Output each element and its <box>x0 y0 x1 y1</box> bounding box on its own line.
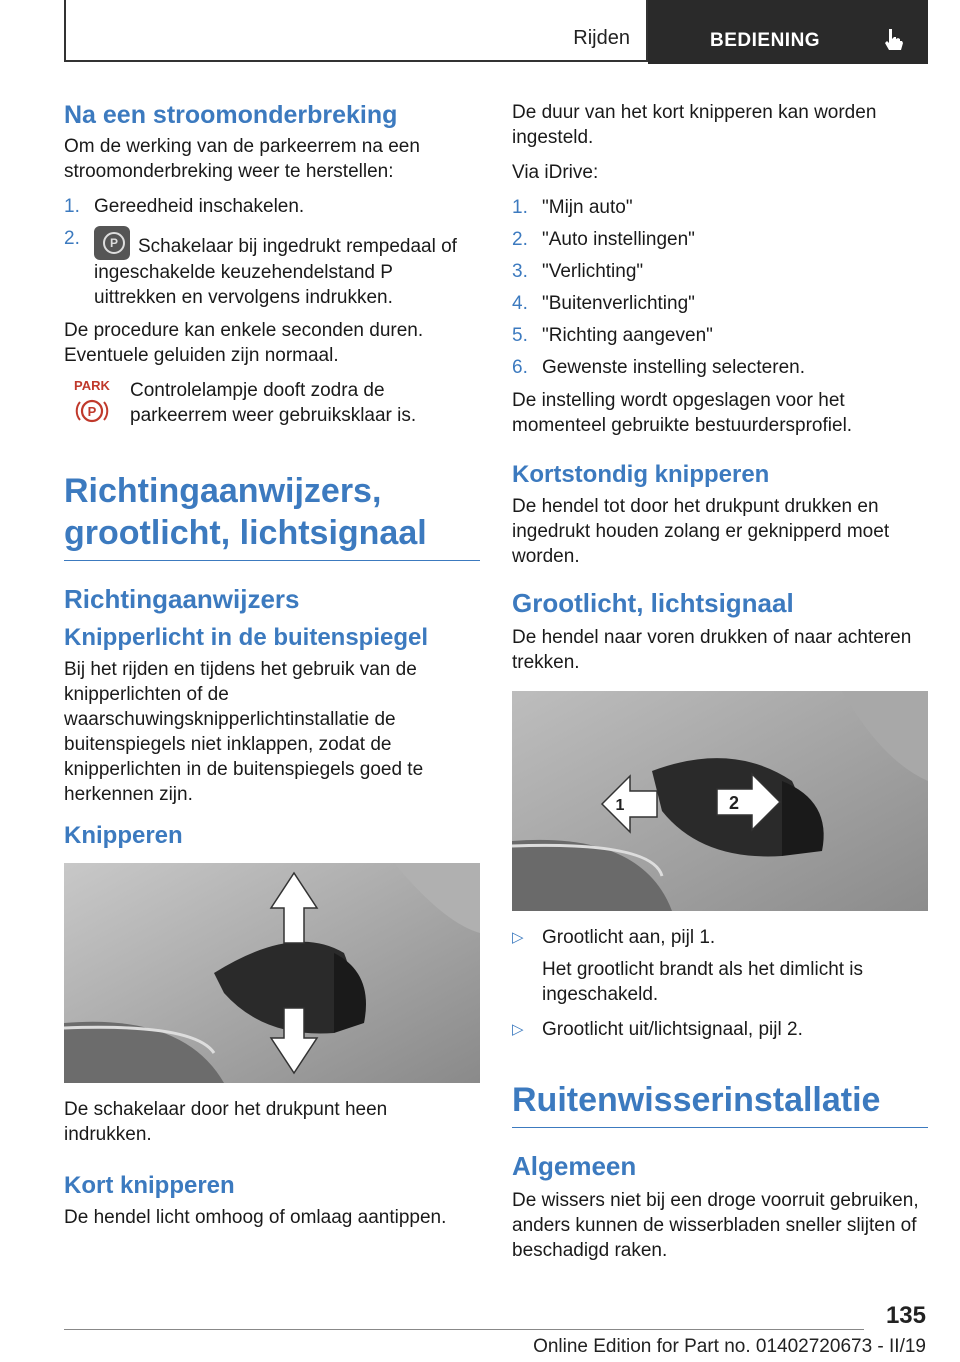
footer-divider <box>64 1329 864 1330</box>
header-section-box <box>64 0 648 62</box>
paragraph-knipperlicht: Bij het rijden en tijdens het gebruik van de knipperlichten of de waarschuwingsknipperlichtinstallatie de buitenspiegels niet inklappen, zodat de knipperlichten in de buitenspiegels goed te herkennen zijn. <box>64 659 424 805</box>
list-item <box>512 259 928 284</box>
list-number: 5. <box>512 325 528 346</box>
list-item <box>512 195 928 220</box>
paragraph-idrive: Via iDrive: <box>512 162 599 183</box>
list-number: 1. <box>64 196 80 217</box>
hand-pointer-icon <box>880 26 906 52</box>
paragraph-duur: De duur van het kort knipperen kan worden ingesteld. <box>512 102 877 148</box>
page-number: 135 <box>885 1302 926 1329</box>
header-chapter-box <box>648 0 928 64</box>
arrow-2-label: 2 <box>728 793 740 813</box>
idrive-menu-list <box>512 195 928 380</box>
paragraph-grootlicht: De hendel naar voren drukken of naar achteren trekken. <box>512 627 912 673</box>
heading-richtingaanwijzers-main: Richtingaanwijzers, grootlicht, lichtsignaal <box>64 470 480 561</box>
heading-kort-knipperen: Kort knipperen <box>64 1172 235 1199</box>
list-item <box>64 226 480 310</box>
list-item <box>512 323 928 348</box>
steps-list <box>64 194 480 310</box>
heading-richtingaanwijzers: Richtingaanwijzers <box>64 584 300 614</box>
list-text: Schakelaar bij ingedrukt rempedaal of ingeschakelde keuzehendelstand P uittrekken en vervolgens indrukken. <box>94 236 457 308</box>
indicator-lamp-text: Controlelampje dooft zodra de parkeerrem weer gebruiksklaar is. <box>130 380 417 426</box>
turn-signal-lever-image <box>64 863 480 1083</box>
list-number: 3. <box>512 261 528 282</box>
list-item <box>512 227 928 252</box>
list-item <box>512 355 928 380</box>
list-number: 6. <box>512 357 528 378</box>
svg-text:P: P <box>87 404 97 419</box>
bullet-item <box>512 925 928 950</box>
list-text: Gewenste instelling selecteren. <box>542 357 805 378</box>
bullet-text: Grootlicht aan, pijl 1. <box>542 927 716 948</box>
paragraph-procedure: De procedure kan enkele seconden duren. Eventuele geluiden zijn normaal. <box>64 320 424 366</box>
paragraph-kortstondig: De hendel tot door het drukpunt drukken en ingedrukt houden zolang er geknipperd moet worden. <box>512 496 890 567</box>
list-text: "Verlichting" <box>542 261 644 282</box>
list-text: "Mijn auto" <box>542 197 633 218</box>
heading-knipperen: Knipperen <box>64 822 183 849</box>
page-header <box>64 0 928 64</box>
park-indicator-icon <box>64 378 130 448</box>
header-section-title: Rijden <box>573 27 630 49</box>
park-indicator-label: PARK <box>74 378 110 393</box>
list-number: 4. <box>512 293 528 314</box>
left-column <box>64 100 480 1240</box>
heading-ruitenwisser: Ruitenwisserinstallatie <box>512 1079 928 1128</box>
list-item <box>512 291 928 316</box>
paragraph-algemeen: De wissers niet bij een droge voorruit gebruiken, anders kunnen de wisserbladen sneller slijten of beschadigd raken. <box>512 1190 919 1261</box>
bullet-marker: ▷ <box>512 929 524 946</box>
list-text: "Buitenverlichting" <box>542 293 695 314</box>
high-beam-lever-image <box>512 691 928 911</box>
list-item <box>64 194 480 219</box>
bullet-text: Grootlicht uit/lichtsignaal, pijl 2. <box>542 1019 803 1040</box>
bullet-marker: ▷ <box>512 1021 524 1038</box>
heading-grootlicht: Grootlicht, lichtsignaal <box>512 588 794 618</box>
list-text: "Richting aangeven" <box>542 325 713 346</box>
heading-knipperlicht: Knipperlicht in de buitenspiegel <box>64 624 429 651</box>
indicator-lamp-note <box>64 378 480 448</box>
list-number: 1. <box>512 197 528 218</box>
paragraph-stroomonderbreking: Om de werking van de parkeerrem na een stroomonderbreking weer te herstellen: <box>64 136 420 182</box>
list-text: Gereedheid inschakelen. <box>94 196 305 217</box>
bullet-item <box>512 1017 928 1042</box>
heading-stroomonderbreking: Na een stroomonderbreking <box>64 101 398 129</box>
paragraph-schakelaar: De schakelaar door het drukpunt heen indrukken. <box>64 1099 388 1145</box>
list-text: "Auto instellingen" <box>542 229 695 250</box>
bullet-subparagraph: Het grootlicht brandt als het dimlicht is ingeschakeld. <box>542 959 864 1005</box>
arrow-1-label: 1 <box>615 797 625 814</box>
footer-edition: Online Edition for Part no. 01402720673 - II/19 <box>533 1336 926 1357</box>
paragraph-opgeslagen: De instelling wordt opgeslagen voor het momenteel gebruikte bestuurdersprofiel. <box>512 390 853 436</box>
heading-algemeen: Algemeen <box>512 1151 637 1181</box>
parking-brake-button-icon: P <box>94 226 130 260</box>
heading-kortstondig: Kortstondig knipperen <box>512 461 770 488</box>
list-number: 2. <box>64 228 80 249</box>
list-number: 2. <box>512 229 528 250</box>
paragraph-kort-knipperen: De hendel licht omhoog of omlaag aantippen. <box>64 1207 447 1228</box>
header-chapter-title: BEDIENING <box>710 30 821 51</box>
right-column <box>512 100 928 1273</box>
